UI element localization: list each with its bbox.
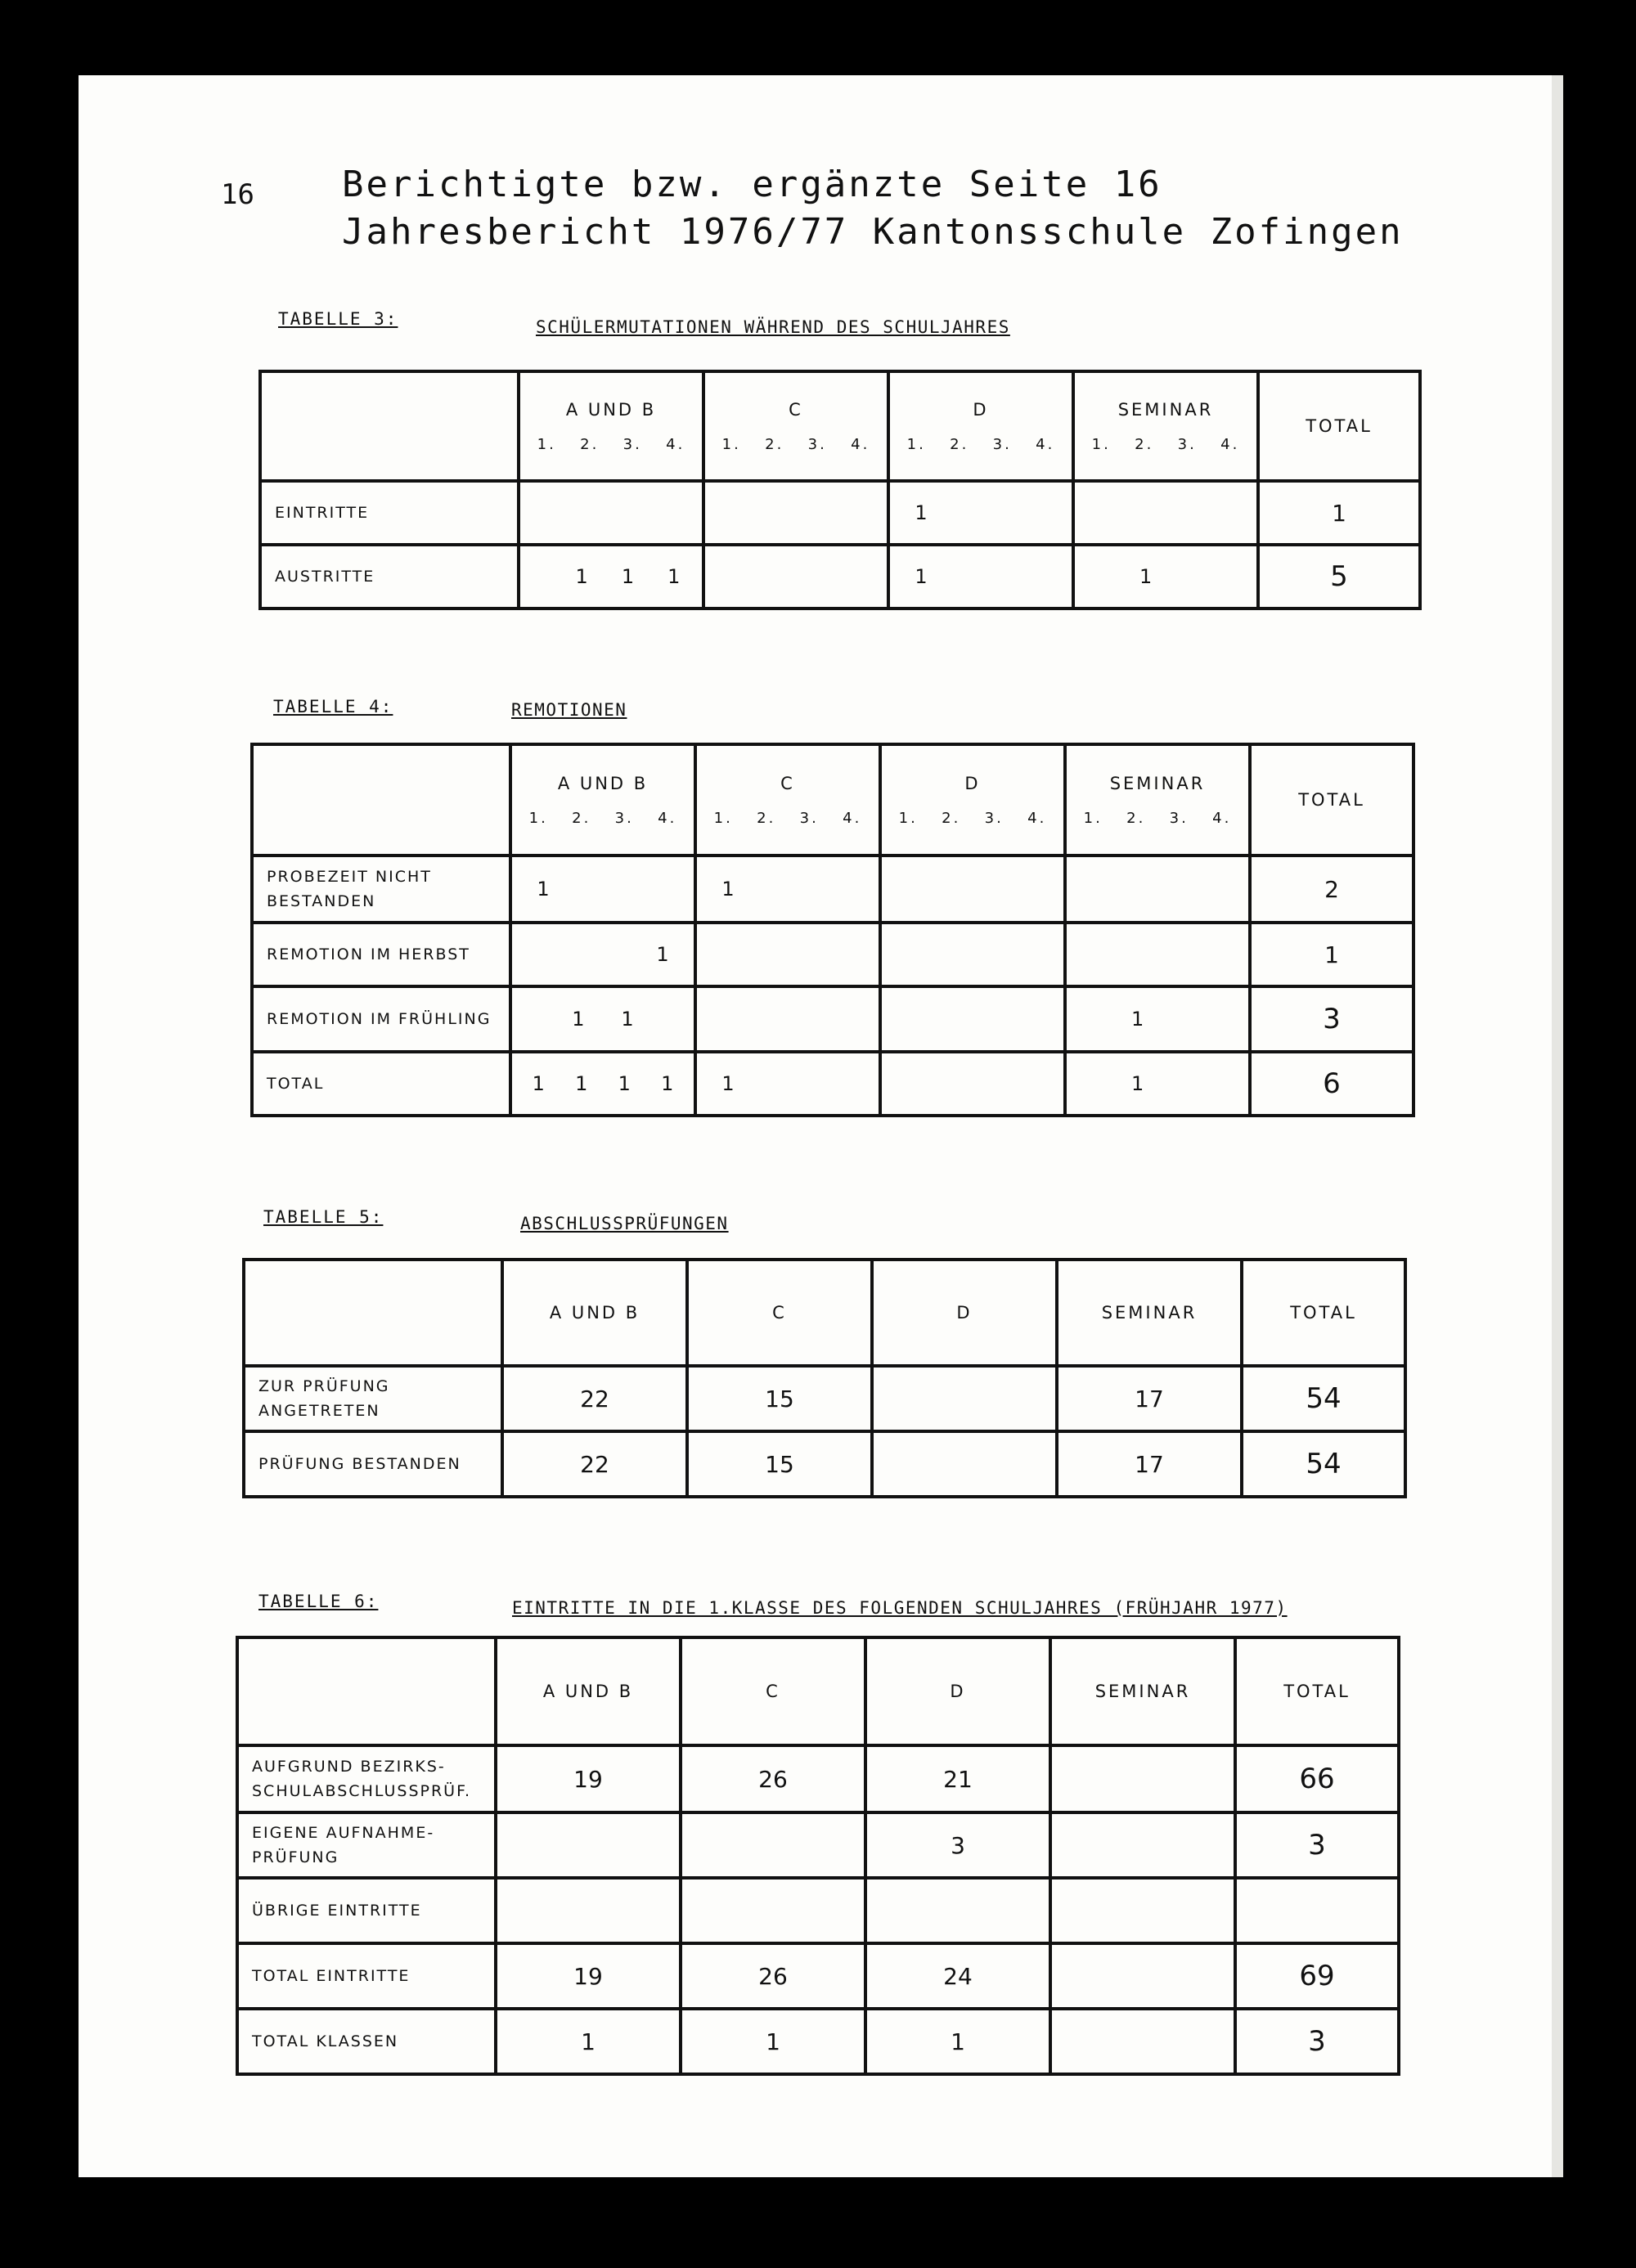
total-cell: 6	[1250, 1052, 1414, 1116]
table5-col-total: TOTAL	[1242, 1260, 1405, 1366]
row-label: AUSTRITTE	[260, 545, 519, 609]
table6-title: EINTRITTE IN DIE 1.KLASSE DES FOLGENDEN SCHULJAHRES (FRÜHJAHR 1977)	[512, 1598, 1288, 1618]
header-line-1: Berichtigte bzw. ergänzte Seite 16	[342, 164, 1162, 205]
table-row: AUFGRUND BEZIRKS-SCHULABSCHLUSSPRÜF. 19 26 21 66	[237, 1745, 1399, 1812]
row-label: PROBEZEIT NICHT BESTANDEN	[252, 856, 510, 923]
table6-label: TABELLE 6:	[258, 1592, 379, 1611]
table3-label: TABELLE 3:	[278, 309, 398, 329]
total-cell: 1	[1250, 923, 1414, 986]
table4-col-d: D 1. 2. 3. 4.	[880, 744, 1065, 856]
table-row: AUSTRITTE 1 1 1 1 1 5	[260, 545, 1420, 609]
table5-corner	[244, 1260, 502, 1366]
row-label: AUFGRUND BEZIRKS-SCHULABSCHLUSSPRÜF.	[237, 1745, 496, 1812]
row-label: TOTAL KLASSEN	[237, 2009, 496, 2074]
row-label: EINTRITTE	[260, 481, 519, 545]
total-cell: 3	[1235, 1812, 1399, 1878]
total-cell	[1235, 1878, 1399, 1943]
table4-col-c: C 1. 2. 3. 4.	[695, 744, 880, 856]
table3-col-c: C 1. 2. 3. 4.	[703, 371, 888, 481]
table-row: EIGENE AUFNAHME-PRÜFUNG 3 3	[237, 1812, 1399, 1878]
total-cell: 54	[1242, 1431, 1405, 1497]
table5-title: ABSCHLUSSPRÜFUNGEN	[520, 1214, 729, 1233]
row-label: ZUR PRÜFUNG ANGETRETEN	[244, 1366, 502, 1431]
total-cell: 1	[1258, 481, 1420, 545]
table4	[250, 743, 1415, 1117]
table3-col-seminar: SEMINAR 1. 2. 3. 4.	[1073, 371, 1258, 481]
row-label: REMOTION IM HERBST	[252, 923, 510, 986]
table-row: TOTAL KLASSEN 1 1 1 3	[237, 2009, 1399, 2074]
table4-col-total: TOTAL	[1250, 744, 1414, 856]
table5-col-d: D	[872, 1260, 1057, 1366]
table5-col-ab: A UND B	[502, 1260, 687, 1366]
table3-title: SCHÜLERMUTATIONEN WÄHREND DES SCHULJAHRES	[536, 317, 1010, 337]
table6-col-c: C	[681, 1637, 865, 1745]
total-cell: 54	[1242, 1366, 1405, 1431]
table-row: REMOTION IM HERBST 1 1	[252, 923, 1414, 986]
total-cell: 66	[1235, 1745, 1399, 1812]
row-label: REMOTION IM FRÜHLING	[252, 986, 510, 1052]
table-row	[237, 1878, 1399, 1943]
table4-label: TABELLE 4:	[273, 697, 393, 716]
table-row: TOTAL 1 1 1 1 1 1 6	[252, 1052, 1414, 1116]
table6-col-seminar: SEMINAR	[1050, 1637, 1235, 1745]
table3-corner	[260, 371, 519, 481]
row-label: PRÜFUNG BESTANDEN	[244, 1431, 502, 1497]
total-cell: 69	[1235, 1943, 1399, 2009]
row-label: TOTAL EINTRITTE	[237, 1943, 496, 2009]
table-row: REMOTION IM FRÜHLING 1 1 1 3	[252, 986, 1414, 1052]
table4-col-seminar: SEMINAR 1. 2. 3. 4.	[1065, 744, 1250, 856]
row-label: EIGENE AUFNAHME-PRÜFUNG	[237, 1812, 496, 1878]
table6-corner	[237, 1637, 496, 1745]
page-edge	[1552, 75, 1563, 2177]
table4-col-ab: A UND B 1. 2. 3. 4.	[510, 744, 695, 856]
table-row: ZUR PRÜFUNG ANGETRETEN 22 15 17 54	[244, 1366, 1405, 1431]
total-cell: 5	[1258, 545, 1420, 609]
table5-col-c: C	[687, 1260, 872, 1366]
total-cell: 2	[1250, 856, 1414, 923]
table3-col-ab: A UND B 1. 2. 3. 4.	[519, 371, 703, 481]
row-label: TOTAL	[252, 1052, 510, 1116]
table6	[236, 1636, 1400, 2076]
total-cell: 3	[1250, 986, 1414, 1052]
page-number: 16	[221, 178, 254, 211]
table-row: PRÜFUNG BESTANDEN 22 15 17 54	[244, 1431, 1405, 1497]
table4-title: REMOTIONEN	[511, 700, 627, 720]
row-label: ÜBRIGE EINTRITTE	[237, 1878, 496, 1943]
table3-col-total: TOTAL	[1258, 371, 1420, 481]
table5	[242, 1258, 1407, 1498]
table5-col-seminar: SEMINAR	[1057, 1260, 1242, 1366]
table-row: PROBEZEIT NICHT BESTANDEN 1 1 2	[252, 856, 1414, 923]
total-cell: 3	[1235, 2009, 1399, 2074]
table6-col-total: TOTAL	[1235, 1637, 1399, 1745]
table3-col-d: D 1. 2. 3. 4.	[888, 371, 1073, 481]
table3	[258, 370, 1422, 610]
table5-label: TABELLE 5:	[263, 1207, 384, 1227]
header-line-2: Jahresbericht 1976/77 Kantonsschule Zofingen	[342, 211, 1404, 253]
table-row: TOTAL EINTRITTE 19 26 24 69	[237, 1943, 1399, 2009]
table6-col-d: D	[865, 1637, 1050, 1745]
table4-corner	[252, 744, 510, 856]
table-row: EINTRITTE 1 1	[260, 481, 1420, 545]
table6-col-ab: A UND B	[496, 1637, 681, 1745]
